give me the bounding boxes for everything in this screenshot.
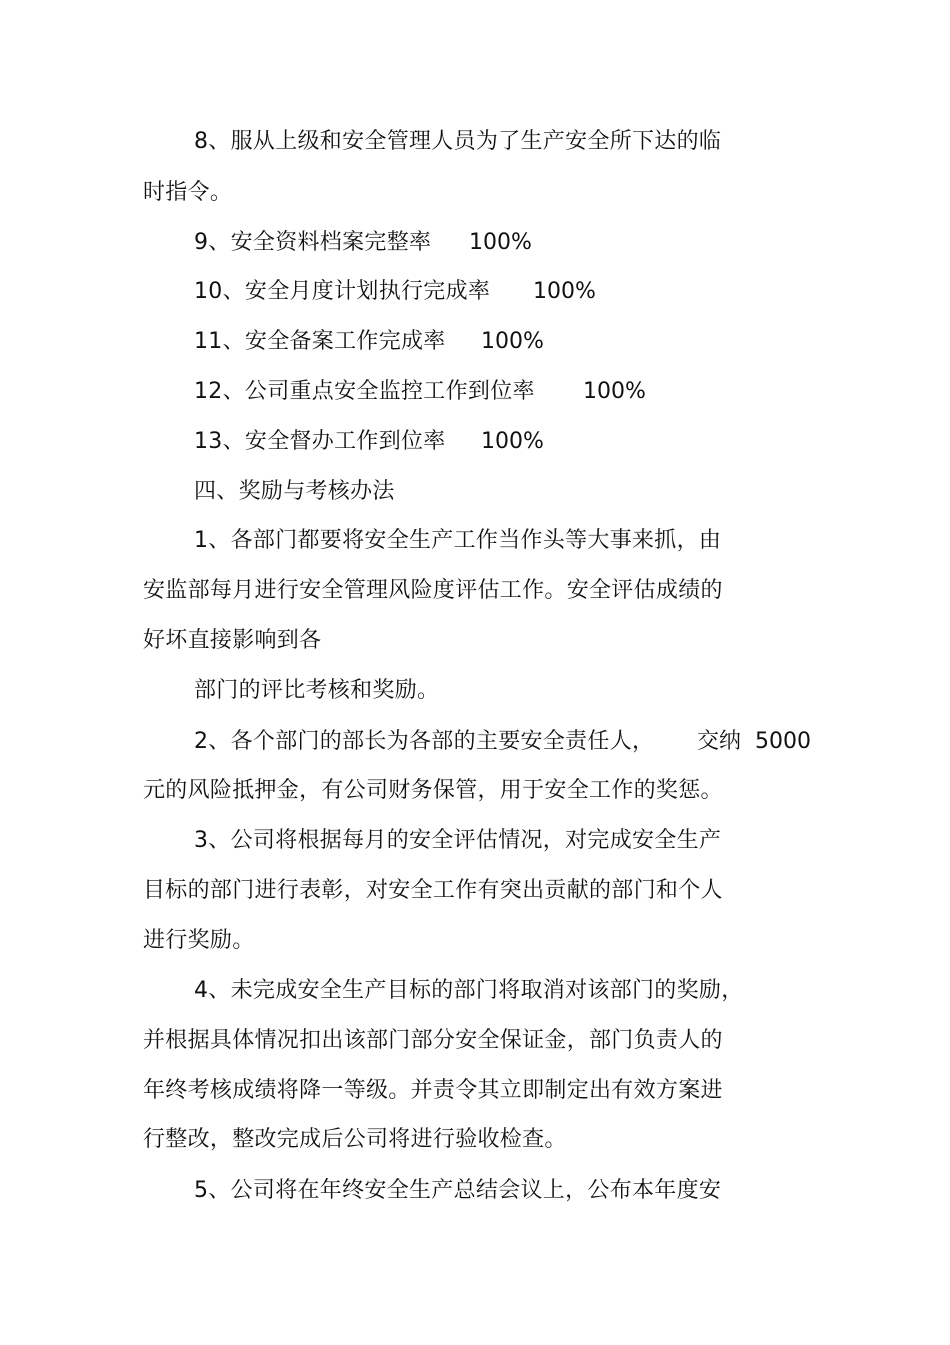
item-9-rate: 100% xyxy=(469,230,532,255)
para-4-line-3: 年终考核成绩将降一等级。并责令其立即制定出有效方案进 xyxy=(143,1078,723,1103)
para-3-line-3: 进行奖励。 xyxy=(143,928,255,953)
item-11-label: 11、安全备案工作完成率 xyxy=(194,329,446,354)
para-2-line-1: 2、各个部门的部长为各部的主要安全责任人， xyxy=(194,729,655,754)
para-3-line-2: 目标的部门进行表彰，对安全工作有突出贡献的部门和个人 xyxy=(143,878,723,903)
para-2-line-2: 元的风险抵押金，有公司财务保管，用于安全工作的奖惩。 xyxy=(143,778,723,803)
para-1-line-2: 安监部每月进行安全管理风险度评估工作。安全评估成绩的 xyxy=(143,578,723,603)
item-10-rate: 100% xyxy=(533,279,596,304)
para-5-line-1: 5、公司将在年终安全生产总结会议上，公布本年度安 xyxy=(194,1178,722,1203)
item-12-rate: 100% xyxy=(583,379,646,404)
item-13-rate: 100% xyxy=(481,429,544,454)
item-12-label: 12、公司重点安全监控工作到位率 xyxy=(194,379,535,404)
item-10-label: 10、安全月度计划执行完成率 xyxy=(194,279,491,304)
para-3-line-1: 3、公司将根据每月的安全评估情况，对完成安全生产 xyxy=(194,828,722,853)
deposit-amount: 5000 xyxy=(755,729,811,754)
para-4-line-2: 并根据具体情况扣出该部门部分安全保证金，部门负责人的 xyxy=(143,1028,723,1053)
para-1-line-4: 部门的评比考核和奖励。 xyxy=(194,678,440,703)
item-8-line-1: 8、服从上级和安全管理人员为了生产安全所下达的临 xyxy=(194,129,722,154)
para-4-line-4: 行整改，整改完成后公司将进行验收检查。 xyxy=(143,1127,567,1152)
section-heading: 四、奖励与考核办法 xyxy=(194,479,395,504)
item-13-label: 13、安全督办工作到位率 xyxy=(194,429,446,454)
item-11-rate: 100% xyxy=(481,329,544,354)
item-9-label: 9、安全资料档案完整率 xyxy=(194,230,432,255)
para-4-line-1: 4、未完成安全生产目标的部门将取消对该部门的奖励， xyxy=(194,978,744,1003)
item-8-line-2: 时指令。 xyxy=(143,180,233,205)
para-1-line-1: 1、各部门都要将安全生产工作当作头等大事来抓，由 xyxy=(194,528,722,553)
para-1-line-3: 好坏直接影响到各 xyxy=(143,628,322,653)
deposit-label: 交纳 xyxy=(697,729,742,754)
